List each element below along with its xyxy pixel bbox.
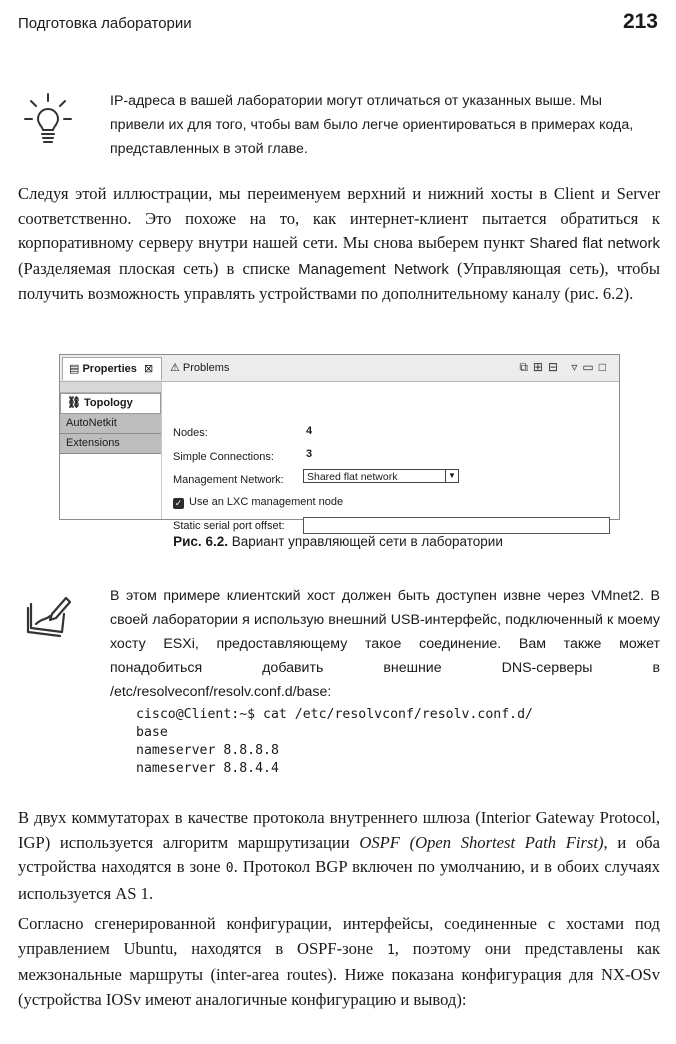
term-management-network: Management Network	[298, 260, 449, 278]
tab-properties[interactable]: ▤ Properties ⊠	[62, 357, 162, 380]
code-line: nameserver 8.8.8.8	[136, 743, 279, 758]
lxc-checkbox-row[interactable]: ✓ Use an LXC management node	[174, 496, 344, 508]
tip-text: IP-адреса в вашей лаборатории могут отличаться от указанных выше. Мы привели их для того, чтобы вам было легче ориентироваться в примерах кода, представленных в этой главе.	[110, 93, 634, 157]
minimize-icon[interactable]: ▭	[582, 360, 599, 374]
code-line: nameserver 8.8.4.4	[136, 761, 279, 776]
serial-port-offset-input[interactable]	[303, 517, 610, 534]
simple-connections-value: 3	[306, 448, 313, 460]
figure-caption: Рис. 6.2. Вариант управляющей сети в лаборатории	[173, 534, 503, 549]
page-number: 213	[622, 10, 658, 33]
note-text: В этом примере клиентский хост должен быть доступен извне через VMnet2. В своей лаборатории я использую внешний USB-интерфейс, подключенный к моему хосту ESXi, предоставляющему такое соединение. Вам также может понадобиться добавить внешние DNS-серверы в /etc/resolveconf/resolv.conf.d/base:	[110, 588, 660, 700]
sidebar-item-autonetkit[interactable]: AutoNetkit	[60, 414, 161, 434]
ospf-term: OSPF (Open Shortest Path First)	[359, 832, 604, 852]
inline-code-area-0: 0	[225, 861, 234, 876]
panel-toolbar	[519, 360, 611, 375]
management-network-label: Management Network:	[173, 474, 284, 486]
properties-sidebar	[60, 382, 162, 519]
serial-port-label: Static serial port offset:	[173, 520, 285, 532]
pen-note-icon	[26, 592, 72, 638]
chevron-down-icon[interactable]: ▼	[445, 470, 458, 482]
lightbulb-icon	[22, 92, 74, 152]
nodes-label: Nodes:	[173, 427, 208, 439]
simple-connections-label: Simple Connections:	[173, 451, 274, 463]
code-line: cisco@Client:~$ cat /etc/resolvconf/resolv.conf.d/	[136, 707, 533, 722]
code-block	[136, 706, 533, 778]
term-shared-flat-network: Shared flat network	[529, 235, 660, 252]
inline-code-area-1: 1	[386, 942, 395, 958]
maximize-icon[interactable]: □	[598, 360, 611, 374]
paragraph-1: Следуя этой иллюстрации, мы переименуем верхний и нижний хосты в Client и Server соответственно. Это похоже на то, как интернет-клиент пытается обратиться к корпоративному серверу внутри нашей сети. Мы снова выберем пункт Shared flat network (Разделяемая плоская сеть) в списке Management Network (Управляющая сеть), чтобы получить возможность управлять устройствами по дополнительному каналу (рис. 6.2).	[18, 184, 661, 303]
close-icon[interactable]: ⊠	[143, 363, 154, 375]
pin-icon[interactable]: ⧉	[519, 360, 533, 374]
tab-problems[interactable]: ⚠ Problems	[170, 362, 230, 374]
lxc-checkbox[interactable]: ✓	[174, 498, 183, 508]
topology-icon: ⛓	[67, 397, 85, 409]
management-network-select[interactable]: Shared flat network ▼	[303, 469, 459, 483]
properties-panel-figure	[59, 354, 620, 532]
nodes-value: 4	[306, 425, 313, 437]
grid-icon[interactable]: ⊞	[532, 360, 548, 374]
warning-icon: ⚠	[170, 362, 183, 374]
paragraph-3: Согласно сгенерированной конфигурации, интерфейсы, соединенные с хостами под управлением Ubuntu, находятся в OSPF-зоне 1, поэтому они представлены как межзональные маршруты (inter-area routes). Ниже показана конфигурация для NX-OSv (устройства IOSv имеют аналогичные конфигурацию и вывод):	[18, 914, 661, 1009]
sidebar-item-extensions[interactable]: Extensions	[60, 434, 161, 454]
sidebar-item-topology[interactable]: ⛓ Topology	[60, 393, 161, 414]
code-line: base	[136, 725, 168, 740]
panel-tabbar	[60, 355, 619, 382]
menu-icon[interactable]: ▿	[571, 360, 583, 374]
running-header: Подготовка лаборатории	[18, 15, 192, 32]
layout-icon[interactable]: ⊟	[547, 360, 564, 374]
properties-icon: ▤	[69, 363, 83, 375]
paragraph-2: В двух коммутаторах в качестве протокола внутреннего шлюза (Interior Gateway Protocol, IGP) используется алгоритм маршрутизации OSPF (Open Shortest Path First), и оба устройства находятся в зоне 0. Протокол BGP включен по умолчанию, и в обоих случаях используется AS 1.	[18, 808, 661, 903]
